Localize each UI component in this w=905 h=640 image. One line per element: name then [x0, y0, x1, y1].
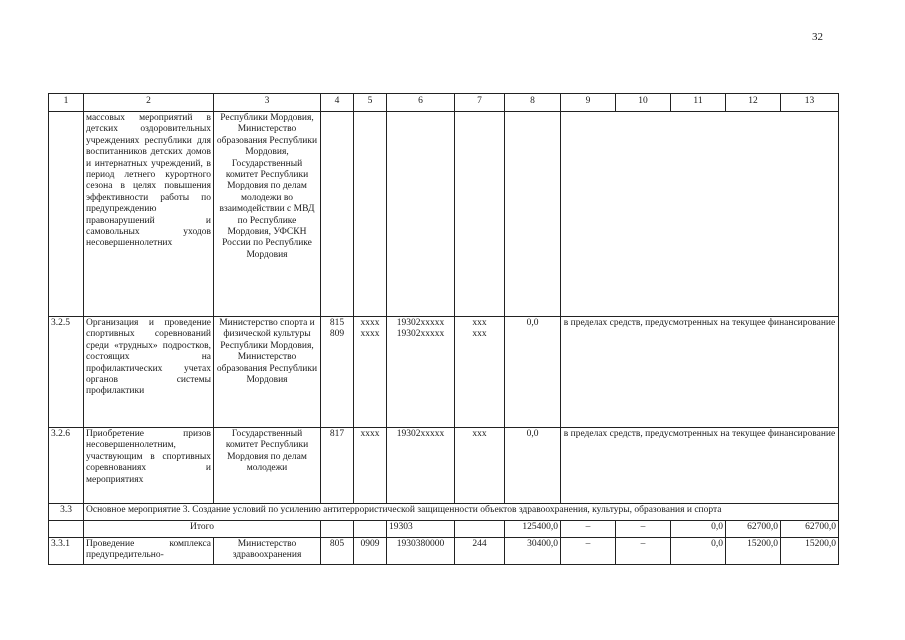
- table-row-3-3-1: [49, 538, 839, 565]
- header-cell: 7: [455, 94, 505, 112]
- table-row-continued: [49, 112, 839, 317]
- csr-cell: 19302ххххх 19302ххххх: [387, 317, 455, 428]
- header-row: [49, 94, 839, 112]
- grbs-cell: 805: [321, 538, 354, 565]
- col9-cell: –: [561, 521, 616, 538]
- budget-table: [48, 93, 839, 565]
- executor-cell: Министерство здравоохранения: [214, 538, 321, 565]
- empty-cell: [505, 112, 561, 317]
- col13-cell: 62700,0: [781, 521, 839, 538]
- empty-cell: [321, 112, 354, 317]
- table-row-3-3: [49, 504, 839, 521]
- funding-note: в пределах средств, предусмотренных на текущее финансирование: [561, 428, 839, 504]
- header-cell: 11: [671, 94, 726, 112]
- header-cell: 4: [321, 94, 354, 112]
- name-cell: Организация и проведение спортивных соревнований среди «трудных» подростков, состоящих на профилактических учетах органов системы профилактики: [84, 317, 214, 428]
- csr-cell: 19302ххххх: [387, 428, 455, 504]
- csr-cell: 19303: [387, 521, 455, 538]
- funding-note: в пределах средств, предусмотренных на текущее финансирование: [561, 317, 839, 428]
- executor-cell: Республики Мордовия, Министерство образования Республики Мордовия, Государственный комитет Республики Мордовия по делам молодежи во взаимодействии с МВД по Республике Мордовия, УФСКН России по Республике Мордовия: [214, 112, 321, 317]
- col13-cell: 15200,0: [781, 538, 839, 565]
- name-cell: Приобретение призов несовершеннолетним, участвующим в спортивных соревнованиях и мероприятиях: [84, 428, 214, 504]
- empty-cell: [455, 521, 505, 538]
- empty-cell: [321, 521, 354, 538]
- col10-cell: –: [616, 521, 671, 538]
- header-cell: 13: [781, 94, 839, 112]
- rzpr-cell: 0909: [354, 538, 387, 565]
- vr-cell: ххх ххх: [455, 317, 505, 428]
- total-cell: 125400,0: [505, 521, 561, 538]
- header-cell: 1: [49, 94, 84, 112]
- total-cell: 0,0: [505, 428, 561, 504]
- num-cell: [49, 112, 84, 317]
- section-title: Основное мероприятие 3. Создание условий по усилению антитеррористической защищенности объектов здравоохранения, культуры, образования и спорта: [84, 504, 839, 521]
- header-cell: 12: [726, 94, 781, 112]
- total-label: Итого: [84, 521, 321, 538]
- vr-cell: ххх: [455, 428, 505, 504]
- header-cell: 5: [354, 94, 387, 112]
- header-cell: 10: [616, 94, 671, 112]
- executor-cell: Государственный комитет Республики Мордовия по делам молодежи: [214, 428, 321, 504]
- empty-cell: [455, 112, 505, 317]
- grbs-cell: 817: [321, 428, 354, 504]
- table-row-total: [49, 521, 839, 538]
- name-cell: Проведение комплекса предупредительно-: [84, 538, 214, 565]
- num-cell: 3.3.1: [49, 538, 84, 565]
- empty-cell: [387, 112, 455, 317]
- empty-cell: [49, 521, 84, 538]
- name-cell: массовых мероприятий в детских оздоровительных учреждениях республики для воспитанников детских домов и интернатных учреждений, в период летнего курортного сезона в целях повышения эффективности работы по предупреждению правонарушений и самовольных уходов несовершеннолетних: [84, 112, 214, 317]
- empty-cell: [354, 112, 387, 317]
- vr-cell: 244: [455, 538, 505, 565]
- num-cell: 3.3: [49, 504, 84, 521]
- grbs-cell: 815 809: [321, 317, 354, 428]
- col12-cell: 62700,0: [726, 521, 781, 538]
- empty-cell: [561, 112, 839, 317]
- col10-cell: –: [616, 538, 671, 565]
- rzpr-cell: хххх: [354, 428, 387, 504]
- csr-cell: 1930380000: [387, 538, 455, 565]
- page-number: 32: [812, 31, 823, 43]
- header-cell: 9: [561, 94, 616, 112]
- col12-cell: 15200,0: [726, 538, 781, 565]
- rzpr-cell: хххх хххх: [354, 317, 387, 428]
- table-row-3-2-6: [49, 428, 839, 504]
- col11-cell: 0,0: [671, 521, 726, 538]
- col9-cell: –: [561, 538, 616, 565]
- num-cell: 3.2.6: [49, 428, 84, 504]
- num-cell: 3.2.5: [49, 317, 84, 428]
- total-cell: 0,0: [505, 317, 561, 428]
- header-cell: 6: [387, 94, 455, 112]
- header-cell: 3: [214, 94, 321, 112]
- col11-cell: 0,0: [671, 538, 726, 565]
- executor-cell: Министерство спорта и физической культуры Республики Мордовия, Министерство образования Республики Мордовия: [214, 317, 321, 428]
- table-row-3-2-5: [49, 317, 839, 428]
- header-cell: 2: [84, 94, 214, 112]
- total-cell: 30400,0: [505, 538, 561, 565]
- header-cell: 8: [505, 94, 561, 112]
- empty-cell: [354, 521, 387, 538]
